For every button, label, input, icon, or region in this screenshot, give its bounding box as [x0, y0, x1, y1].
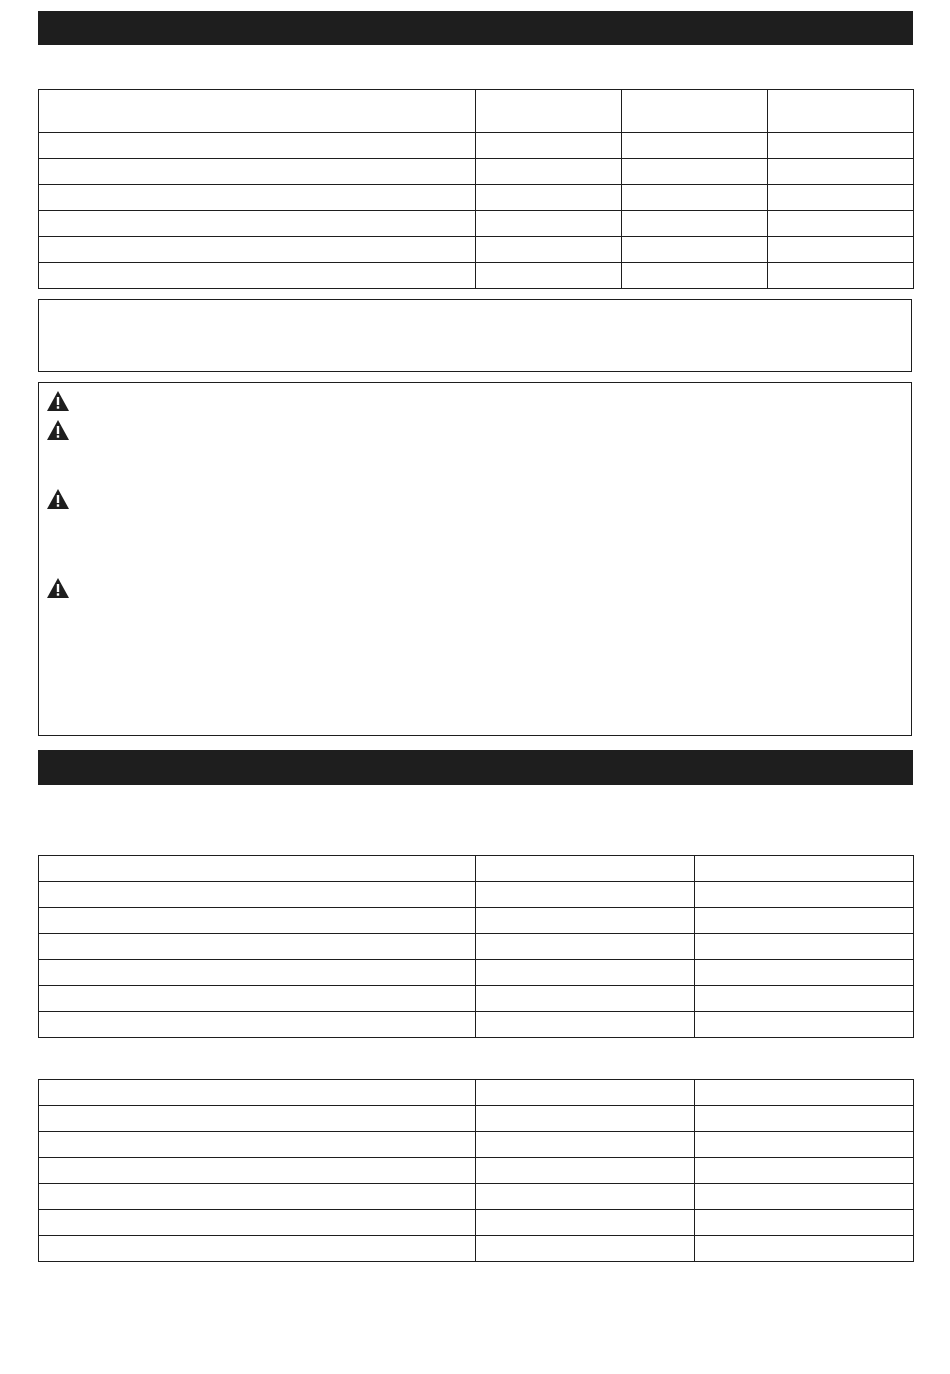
spec-table: [38, 89, 914, 289]
table-cell: [476, 237, 622, 263]
table-cell: [39, 1184, 476, 1210]
section-header-bar: [38, 11, 913, 45]
table-cell: [476, 263, 622, 289]
warnings-box: [38, 382, 912, 736]
table-cell: [476, 1012, 695, 1038]
warning-triangle-icon: [46, 390, 70, 412]
warning-triangle-icon: [46, 419, 70, 441]
table-cell: [39, 185, 476, 211]
table-cell: [476, 856, 695, 882]
table-header-row: [39, 90, 914, 133]
warning-item: [46, 390, 78, 412]
table-cell: [622, 159, 768, 185]
table-cell: [695, 960, 914, 986]
table-cell: [476, 1236, 695, 1262]
table-cell: [39, 211, 476, 237]
table-row: [39, 133, 914, 159]
table-header-cell: [39, 90, 476, 133]
table-cell: [39, 133, 476, 159]
table-cell: [476, 960, 695, 986]
table-cell: [695, 856, 914, 882]
note-box: [38, 299, 912, 372]
table-cell: [39, 960, 476, 986]
table-cell: [476, 934, 695, 960]
table-row: [39, 1106, 914, 1132]
table-cell: [695, 986, 914, 1012]
table-cell: [476, 159, 622, 185]
table-cell: [476, 1106, 695, 1132]
table-row: [39, 986, 914, 1012]
table-cell: [768, 133, 914, 159]
table-cell: [768, 185, 914, 211]
table-cell: [768, 263, 914, 289]
table-cell: [39, 237, 476, 263]
table-cell: [695, 1158, 914, 1184]
table-cell: [695, 1184, 914, 1210]
table-cell: [39, 1080, 476, 1106]
table-cell: [476, 1132, 695, 1158]
table-row: [39, 1184, 914, 1210]
table-row: [39, 159, 914, 185]
table-cell: [695, 1080, 914, 1106]
table-row: [39, 1158, 914, 1184]
table-cell: [695, 1210, 914, 1236]
table-row: [39, 211, 914, 237]
table-cell: [695, 934, 914, 960]
table-cell: [476, 1158, 695, 1184]
table-cell: [39, 882, 476, 908]
table-cell: [476, 908, 695, 934]
warning-triangle-icon: [46, 488, 70, 510]
table-row: [39, 856, 914, 882]
table-cell: [476, 882, 695, 908]
table-cell: [695, 1236, 914, 1262]
table-cell: [476, 185, 622, 211]
warning-item: [46, 577, 78, 599]
table-cell: [39, 1106, 476, 1132]
table-cell: [622, 237, 768, 263]
table-cell: [476, 1210, 695, 1236]
table-cell: [39, 159, 476, 185]
table-cell: [39, 986, 476, 1012]
table-cell: [39, 908, 476, 934]
table-header-cell: [622, 90, 768, 133]
data-table: [38, 855, 914, 1038]
table-row: [39, 1210, 914, 1236]
table-cell: [768, 211, 914, 237]
table-cell: [476, 133, 622, 159]
table-row: [39, 882, 914, 908]
table-row: [39, 1132, 914, 1158]
table-cell: [622, 263, 768, 289]
table-cell: [39, 856, 476, 882]
table-cell: [695, 882, 914, 908]
table-row: [39, 960, 914, 986]
table-cell: [39, 1132, 476, 1158]
table-cell: [768, 237, 914, 263]
table-cell: [622, 133, 768, 159]
table-cell: [39, 1236, 476, 1262]
section-header-bar: [38, 750, 913, 785]
table-cell: [476, 986, 695, 1012]
warning-item: [46, 419, 78, 441]
table-cell: [695, 1106, 914, 1132]
table-cell: [39, 934, 476, 960]
table-row: [39, 263, 914, 289]
table-cell: [476, 1080, 695, 1106]
table-row: [39, 934, 914, 960]
table-row: [39, 1012, 914, 1038]
table-cell: [695, 908, 914, 934]
table-cell: [39, 263, 476, 289]
table-cell: [695, 1012, 914, 1038]
table-cell: [622, 211, 768, 237]
table-row: [39, 1236, 914, 1262]
table-row: [39, 237, 914, 263]
table-cell: [768, 159, 914, 185]
table-cell: [39, 1158, 476, 1184]
warning-triangle-icon: [46, 577, 70, 599]
table-cell: [695, 1132, 914, 1158]
table-cell: [39, 1210, 476, 1236]
table-row: [39, 185, 914, 211]
warning-item: [46, 488, 78, 510]
table-row: [39, 908, 914, 934]
table-cell: [476, 1184, 695, 1210]
table-cell: [39, 1012, 476, 1038]
table-cell: [476, 211, 622, 237]
table-cell: [622, 185, 768, 211]
table-row: [39, 1080, 914, 1106]
table-header-cell: [768, 90, 914, 133]
table-header-cell: [476, 90, 622, 133]
data-table: [38, 1079, 914, 1262]
